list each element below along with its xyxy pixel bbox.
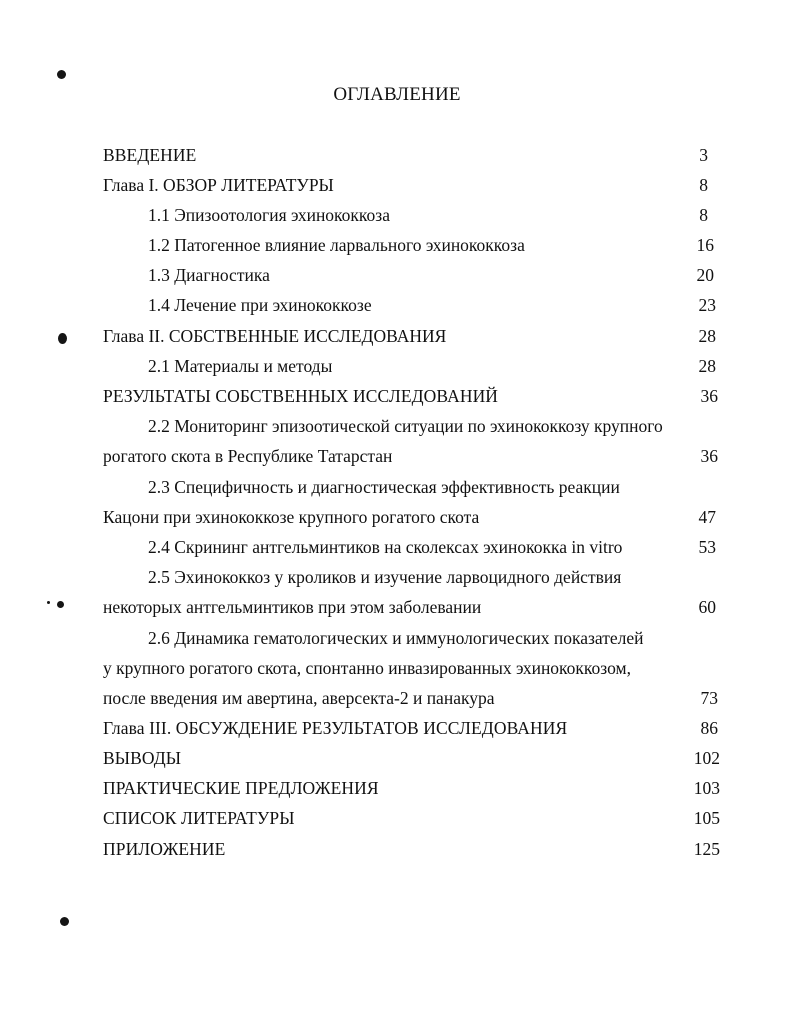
toc-entry-text: 2.6 Динамика гематологических и иммунологических показателей — [148, 628, 644, 648]
toc-entry-text: ПРАКТИЧЕСКИЕ ПРЕДЛОЖЕНИЯ — [103, 778, 379, 798]
toc-entry-page: 105 — [693, 808, 720, 828]
toc-entry — [0, 836, 794, 862]
toc-entry-page: 60 — [698, 597, 716, 617]
toc-entry — [0, 262, 794, 288]
scan-mark-top — [57, 70, 66, 79]
toc-entry-text: у крупного рогатого скота, спонтанно инвазированных эхинококкозом, — [103, 658, 631, 678]
toc-entry-text: ВЫВОДЫ — [103, 748, 182, 768]
toc-entry-text: Кацони при эхинококкозе крупного рогатого скота — [103, 507, 480, 527]
toc-entry — [0, 534, 794, 560]
toc-entry — [0, 383, 794, 409]
toc-entry-text: 2.5 Эхинококкоз у кроликов и изучение ларвоцидного действия — [148, 567, 622, 587]
toc-entry-page: 8 — [699, 175, 708, 195]
toc-entry-text: 1.1 Эпизоотология эхинококкоза — [148, 205, 390, 225]
toc-entry — [0, 805, 794, 831]
toc-entry-text: 2.3 Специфичность и диагностическая эффективность реакции — [148, 477, 620, 497]
toc-entry — [0, 202, 794, 228]
toc-entry-page: 20 — [696, 265, 714, 285]
toc-entry-text: 2.4 Скрининг антгельминтиков на сколексах эхинококка in vitro — [148, 537, 623, 557]
toc-entry — [0, 715, 794, 741]
toc-entry-page: 125 — [693, 839, 720, 859]
toc-entry-page: 36 — [700, 386, 718, 406]
toc-entry-page: 47 — [698, 507, 716, 527]
toc-entry-text: Глава II. СОБСТВЕННЫЕ ИССЛЕДОВАНИЯ — [103, 326, 447, 346]
toc-entry-page: 16 — [696, 235, 714, 255]
toc-entry-text: 1.2 Патогенное влияние ларвального эхинококкоза — [148, 235, 525, 255]
toc-entry-text: некоторых антгельминтиков при этом заболевании — [103, 597, 482, 617]
toc-entry-page: 28 — [698, 326, 716, 346]
toc-entry-text: 2.1 Материалы и методы — [148, 356, 333, 376]
toc-entry-text: 2.2 Мониторинг эпизоотической ситуации по эхинококкозу крупного — [148, 416, 663, 436]
toc-entry-text: ПРИЛОЖЕНИЕ — [103, 839, 226, 859]
toc-entry — [0, 625, 794, 651]
scan-mark-bottom — [60, 917, 69, 926]
toc-entry-page: 73 — [700, 688, 718, 708]
toc-entry-text: Глава I. ОБЗОР ЛИТЕРАТУРЫ — [103, 175, 334, 195]
toc-entry-text: 1.3 Диагностика — [148, 265, 270, 285]
toc-entry-page: 23 — [698, 295, 716, 315]
toc-entry-page: 3 — [699, 145, 708, 165]
toc-entry — [0, 292, 794, 318]
toc-entry-page: 8 — [699, 205, 708, 225]
toc-entry-page: 36 — [700, 446, 718, 466]
toc-entry — [0, 564, 794, 590]
toc-entry-text: после введения им авертина, аверсекта-2 и панакура — [103, 688, 495, 708]
toc-entry-page: 86 — [700, 718, 718, 738]
toc-entry — [0, 413, 794, 439]
toc-entry-page: 53 — [698, 537, 716, 557]
toc-entry — [0, 232, 794, 258]
toc-entry-text: Глава III. ОБСУЖДЕНИЕ РЕЗУЛЬТАТОВ ИССЛЕДОВАНИЯ — [103, 718, 568, 738]
toc-entry — [0, 775, 794, 801]
toc-entry-page: 103 — [693, 778, 720, 798]
toc-entry — [0, 685, 794, 711]
toc-entry — [0, 172, 794, 198]
toc-entry-page: 28 — [698, 356, 716, 376]
toc-entry-text: СПИСОК ЛИТЕРАТУРЫ — [103, 808, 295, 828]
toc-entry-text: рогатого скота в Республике Татарстан — [103, 446, 393, 466]
toc-entry — [0, 745, 794, 771]
toc-entry — [0, 474, 794, 500]
toc-entry — [0, 504, 794, 530]
toc-entry — [0, 655, 794, 681]
toc-entry-text: 1.4 Лечение при эхинококкозе — [148, 295, 372, 315]
toc-entry — [0, 142, 794, 168]
toc-entry — [0, 353, 794, 379]
toc-entry — [0, 323, 794, 349]
toc-entry — [0, 594, 794, 620]
toc-entry-text: РЕЗУЛЬТАТЫ СОБСТВЕННЫХ ИССЛЕДОВАНИЙ — [103, 386, 499, 406]
toc-entry-text: ВВЕДЕНИЕ — [103, 145, 197, 165]
toc-entry — [0, 443, 794, 469]
page-title: ОГЛАВЛЕНИЕ — [333, 84, 461, 105]
toc-entry-page: 102 — [693, 748, 720, 768]
